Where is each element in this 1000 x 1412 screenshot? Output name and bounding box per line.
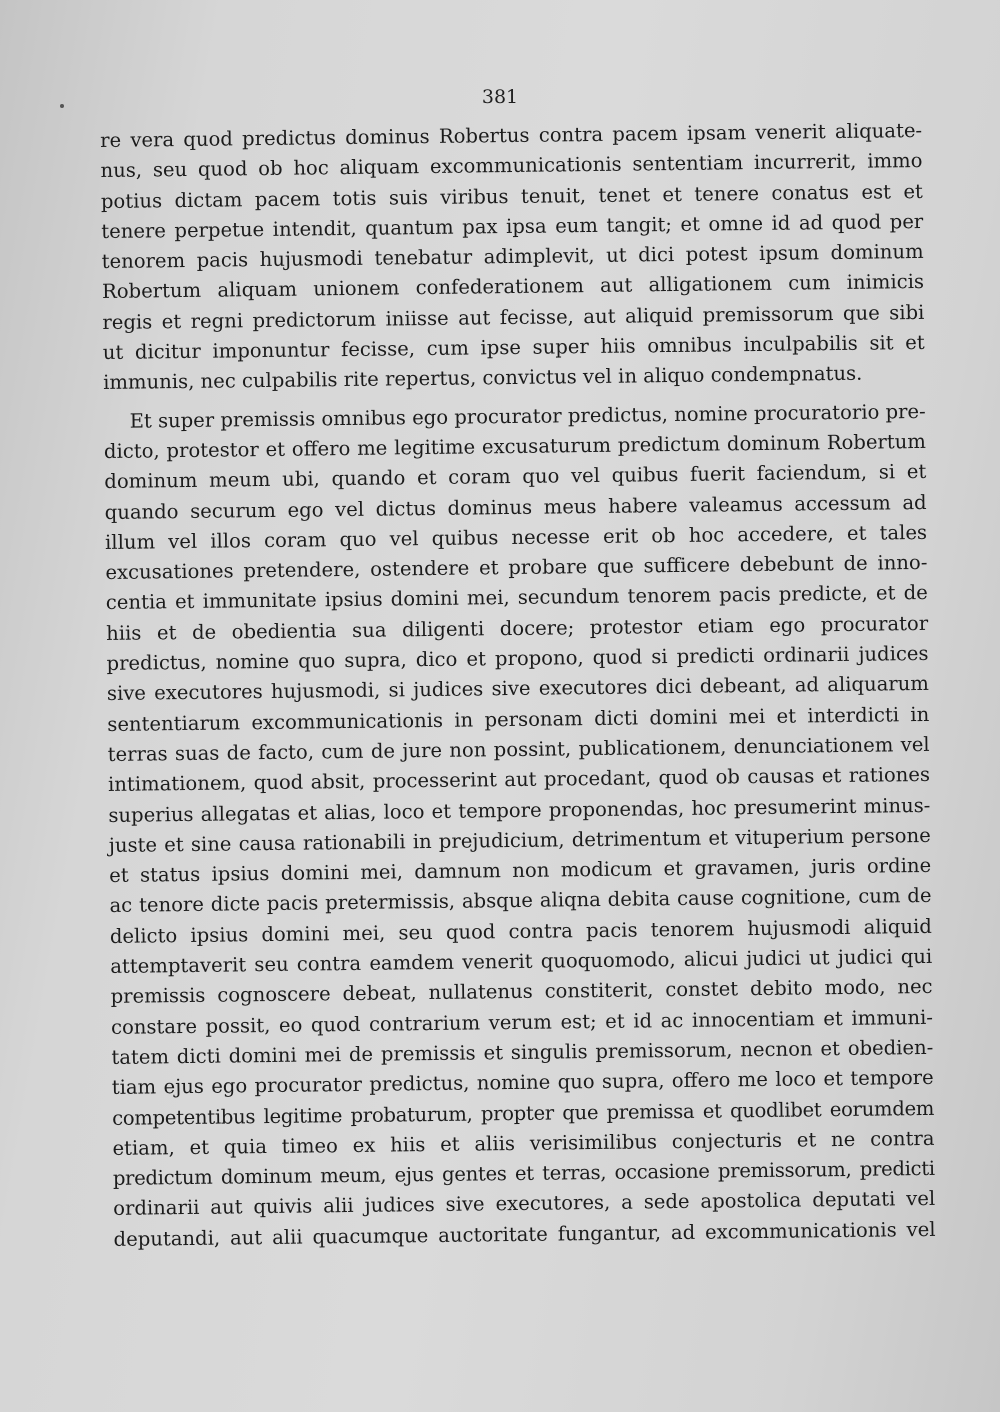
text-line: tatem dicti domini mei de premissis et singulis premissorum, necnon et obedien- [111, 1035, 934, 1069]
text-line: hiis et de obedientia sua diligenti docere; protestor etiam ego procurator [106, 611, 929, 645]
text-line: sententiarum excommunicationis in personam dicti domini mei et interdicti in [107, 702, 930, 736]
text-line: etiam, et quia timeo ex hiis et aliis verisimilibus conjecturis et ne contra [112, 1126, 935, 1160]
body-text [100, 116, 936, 1255]
text-line: ac tenore dicte pacis pretermissis, absque aliqna debita cause cognitione, cum de [109, 884, 932, 918]
text-line: ut dicitur imponuntur fecisse, cum ipse super hiis omnibus inculpabilis sit et [102, 331, 925, 365]
text-line: competentibus legitime probaturum, propter que premissa et quodlibet eorumdem [111, 1096, 935, 1130]
text-line: tenorem pacis hujusmodi tenebatur adimplevit, ut dici potest ipsum dominum [101, 240, 924, 274]
text-line: potius dictam pacem totis suis viribus tenuit, tenet et tenere conatus est et [100, 179, 923, 213]
text-line: excusationes pretendere, ostendere et probare que sufficere debebunt de inno- [105, 551, 928, 585]
text-line: predictum dominum meum, ejus gentes et terras, occasione premissorum, predicti [112, 1156, 935, 1191]
text-line: quando securum ego vel dictus dominus meus habere valeamus accessum ad [104, 490, 927, 524]
text-line: sive executores hujusmodi, si judices sive executores dici debeant, ad aliquarum [106, 672, 930, 706]
text-line: Robertum aliquam unionem confederationem aut alligationem cum inimicis [101, 270, 925, 304]
text-line: delicto ipsius domini mei, seu quod contra pacis tenorem hujusmodi aliquid [109, 914, 932, 948]
text-line: nus, seu quod ob hoc aliquam excommunicationis sententiam incurrerit, immo [100, 149, 923, 183]
text-line: terras suas de facto, cum de jure non possint, publicationem, denunciationem vel [107, 732, 930, 766]
text-line: constare possit, eo quod contrarium verum est; et id ac innocentiam et immuni- [110, 1005, 934, 1039]
text-line: et status ipsius domini mei, damnum non modicum et gravamen, juris ordine [109, 854, 932, 888]
text-line: Et super premissis omnibus ego procurator predictus, nomine procuratorio pre- [129, 399, 926, 433]
text-line: juste et sine causa rationabili in prejudicium, detrimentum et vituperium persone [108, 823, 931, 857]
text-line: dominum meum ubi, quando et coram quo vel quibus fuerit faciendum, si et [104, 460, 927, 494]
text-line: superius allegatas et alias, loco et tempore proponendas, hoc presumerint minus- [108, 793, 931, 827]
text-line: immunis, nec culpabilis rite repertus, convictus vel in aliquo condempnatus. [102, 362, 863, 395]
text-line: dicto, protestor et offero me legitime excusaturum predictum dominum Robertum [103, 429, 927, 463]
text-line: attemptaverit seu contra eamdem venerit quoquomodo, alicui judici ut judici qui [110, 944, 933, 978]
text-line: premissis cognoscere debeat, nullatenus constiterit, constet debito modo, nec [110, 975, 933, 1009]
paragraph-1 [100, 116, 925, 399]
paragraph-2 [103, 397, 935, 1255]
text-line: predictus, nomine quo supra, dico et propono, quod si predicti ordinarii judices [106, 641, 929, 676]
text-line: regis et regni predictorum iniisse aut fecisse, aut aliquid premissorum que sibi [102, 300, 925, 334]
text-line: tenere perpetue intendit, quantum pax ipsa eum tangit; et omne id ad quod per [101, 209, 924, 243]
text-line: ordinarii aut quivis alii judices sive executores, a sede apostolica deputati vel [113, 1187, 936, 1221]
page-number: 381 [481, 86, 519, 108]
text-line: centia et immunitate ipsius domini mei, secundum tenorem pacis predicte, et de [105, 581, 928, 615]
text-line: illum vel illos coram quo vel quibus necesse erit ob hoc accedere, et tales [104, 520, 928, 554]
text-line: intimationem, quod absit, processerint aut procedant, quod ob causas et rationes [107, 763, 931, 797]
text-line: deputandi, aut alii quacumque auctoritate fungantur, ad excommunicationis vel [113, 1217, 936, 1251]
text-line: tiam ejus ego procurator predictus, nomine quo supra, offero me loco et tempore [111, 1066, 934, 1100]
text-line: re vera quod predictus dominus Robertus contra pacem ipsam venerit aliquate- [100, 118, 923, 152]
